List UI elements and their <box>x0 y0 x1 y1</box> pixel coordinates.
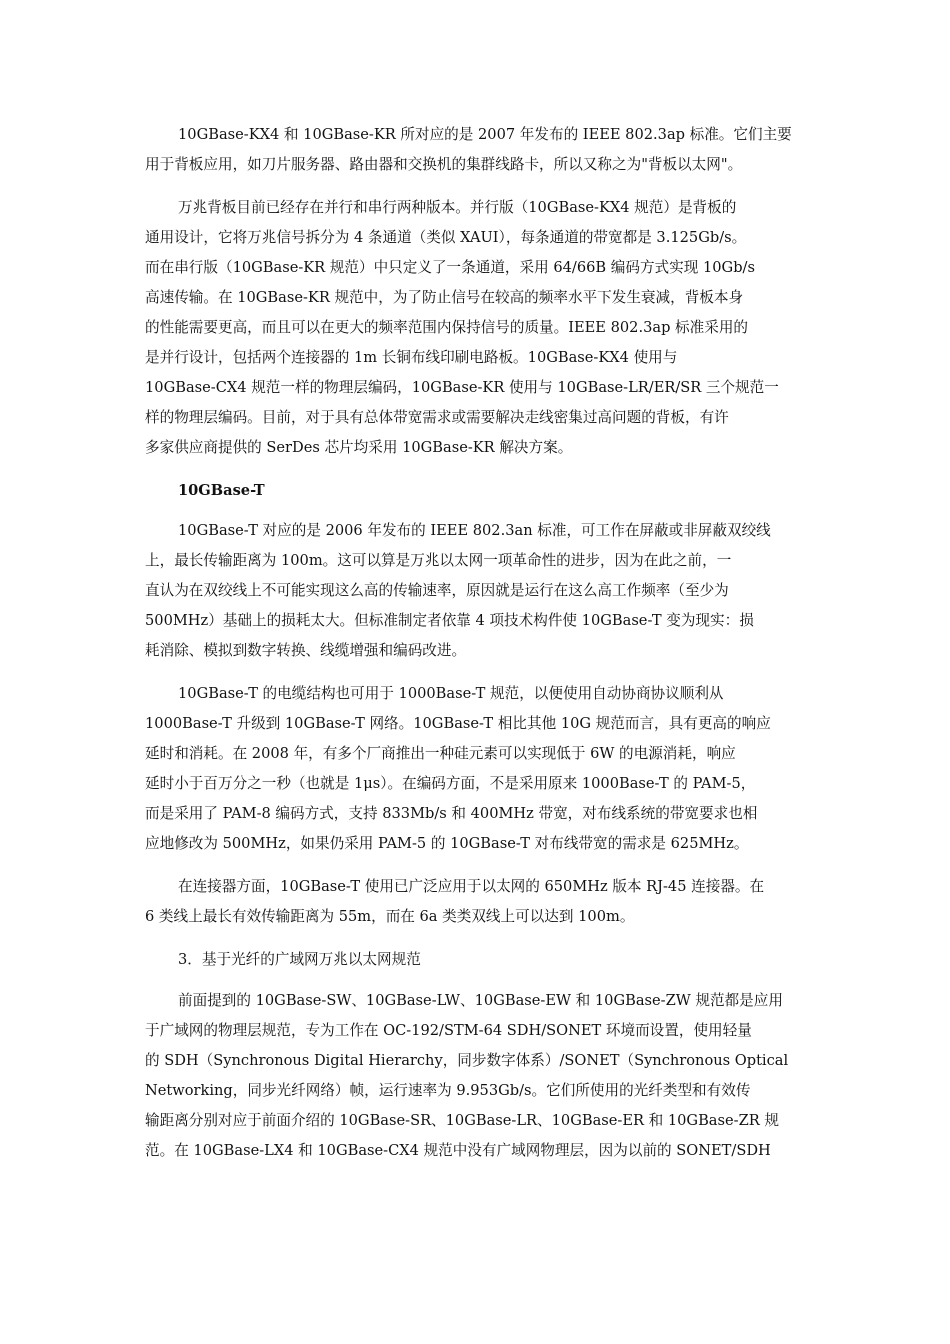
text-line: 3．基于光纤的广域网万兆以太网规范 <box>178 951 421 968</box>
body-paragraph <box>145 516 810 666</box>
text-line: 延时小于百万分之一秒（也就是 1μs）。在编码方面，不是采用原来 1000Base-T 的 PAM-5， <box>145 775 756 792</box>
text-line: 500MHz）基础上的损耗太大。但标准制定者依靠 4 项技术构件使 10GBase-T 变为现实：损 <box>145 612 754 629</box>
text-line: Networking，同步光纤网络）帧，运行速率为 9.953Gb/s。它们所使用的光纤类型和有效传 <box>145 1082 751 1099</box>
text-line: 多家供应商提供的 SerDes 芯片均采用 10GBase-KR 解决方案。 <box>145 439 573 456</box>
body-paragraph <box>145 679 810 859</box>
text-line: 10GBase-CX4 规范一样的物理层编码，10GBase-KR 使用与 10GBase-LR/ER/SR 三个规范一 <box>145 379 779 396</box>
body-paragraph <box>145 872 810 932</box>
body-paragraph <box>145 986 810 1166</box>
text-line: 于广域网的物理层规范，专为工作在 OC-192/STM-64 SDH/SONET 环境而设置，使用轻量 <box>145 1022 752 1039</box>
text-line: 是并行设计，包括两个连接器的 1m 长铜布线印刷电路板。10GBase-KX4 使用与 <box>145 349 678 366</box>
text-line: 6 类线上最长有效传输距离为 55m，而在 6a 类类双线上可以达到 100m。 <box>145 908 635 925</box>
text-line: 而在串行版（10GBase-KR 规范）中只定义了一条通道，采用 64/66B 编码方式实现 10Gb/s <box>145 259 755 276</box>
body-paragraph <box>145 120 810 180</box>
text-line: 上，最长传输距离为 100m。这可以算是万兆以太网一项革命性的进步，因为在此之前，一 <box>145 552 732 569</box>
text-line: 范。在 10GBase-LX4 和 10GBase-CX4 规范中没有广域网物理层，因为以前的 SONET/SDH <box>145 1142 771 1159</box>
text-line: 通用设计，它将万兆信号拆分为 4 条通道（类似 XAUI），每条通道的带宽都是 3.125Gb/s。 <box>145 229 747 246</box>
text-line: 高速传输。在 10GBase-KR 规范中，为了防止信号在较高的频率水平下发生衰减，背板本身 <box>145 289 744 306</box>
text-line: 万兆背板目前已经存在并行和串行两种版本。并行版（10GBase-KX4 规范）是背板的 <box>178 199 737 216</box>
text-line: 10GBase-T <box>178 482 265 499</box>
text-line: 延时和消耗。在 2008 年，有多个厂商推出一种硅元素可以实现低于 6W 的电源消耗，响应 <box>145 745 736 762</box>
text-line: 10GBase-T 的电缆结构也可用于 1000Base-T 规范，以便使用自动协商协议顺利从 <box>178 685 724 702</box>
text-line: 前面提到的 10GBase-SW、10GBase-LW、10GBase-EW 和 10GBase-ZW 规范都是应用 <box>178 992 783 1009</box>
text-line: 用于背板应用，如刀片服务器、路由器和交换机的集群线路卡，所以又称之为"背板以太网"。 <box>145 156 743 173</box>
text-line: 在连接器方面，10GBase-T 使用已广泛应用于以太网的 650MHz 版本 RJ-45 连接器。在 <box>178 878 765 895</box>
text-line: 耗消除、模拟到数字转换、线缆增强和编码改进。 <box>145 642 467 659</box>
text-line: 而是采用了 PAM-8 编码方式，支持 833Mb/s 和 400MHz 带宽，对布线系统的带宽要求也相 <box>145 805 758 822</box>
document-body <box>145 120 810 1179</box>
text-line: 样的物理层编码。目前，对于具有总体带宽需求或需要解决走线密集过高问题的背板，有许 <box>145 409 729 426</box>
text-line: 的 SDH（Synchronous Digital Hierarchy，同步数字体系）/SONET（Synchronous Optical <box>145 1052 789 1069</box>
text-line: 10GBase-T 对应的是 2006 年发布的 IEEE 802.3an 标准，可工作在屏蔽或非屏蔽双绞线 <box>178 522 771 539</box>
text-line: 的性能需要更高，而且可以在更大的频率范围内保持信号的质量。IEEE 802.3ap 标准采用的 <box>145 319 749 336</box>
text-line: 10GBase-KX4 和 10GBase-KR 所对应的是 2007 年发布的 IEEE 802.3ap 标准。它们主要 <box>178 126 792 143</box>
text-line: 直认为在双绞线上不可能实现这么高的传输速率，原因就是运行在这么高工作频率（至少为 <box>145 582 729 599</box>
section-heading <box>145 945 810 975</box>
section-heading <box>145 476 810 506</box>
text-line: 输距离分别对应于前面介绍的 10GBase-SR、10GBase-LR、10GBase-ER 和 10GBase-ZR 规 <box>145 1112 779 1129</box>
text-line: 应地修改为 500MHz，如果仍采用 PAM-5 的 10GBase-T 对布线带宽的需求是 625MHz。 <box>145 835 749 852</box>
text-line: 1000Base-T 升级到 10GBase-T 网络。10GBase-T 相比其他 10G 规范而言，具有更高的响应 <box>145 715 771 732</box>
body-paragraph <box>145 193 810 463</box>
